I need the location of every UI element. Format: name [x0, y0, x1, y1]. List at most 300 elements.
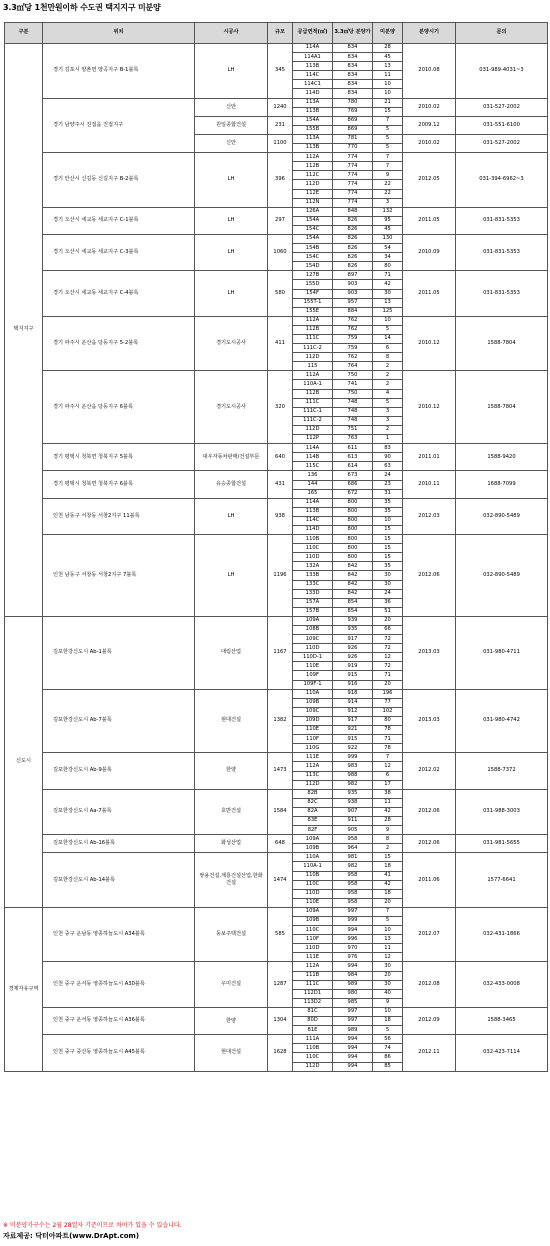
contact-cell: 032-423-7114 [456, 1035, 548, 1071]
unsold-count-cell: 18 [373, 889, 403, 898]
price-cell: 926 [333, 644, 373, 653]
supply-area-cell: 109C [293, 707, 333, 716]
builder-cell: 동보주택건설 [195, 907, 268, 962]
unsold-count-cell: 95 [373, 216, 403, 225]
unsold-count-cell: 30 [373, 980, 403, 989]
contact-cell: 1577-6641 [456, 853, 548, 908]
builder-cell: 화성산업 [195, 835, 268, 853]
table-row [5, 753, 548, 762]
header-category: 구분 [5, 23, 43, 44]
size-cell: 1382 [268, 689, 293, 753]
contact-cell: 1588-3465 [456, 1007, 548, 1034]
builder-cell: 경기도시공사 [195, 371, 268, 444]
price-cell: 997 [333, 1017, 373, 1026]
unsold-count-cell: 42 [373, 880, 403, 889]
supply-area-cell: 111A [293, 1035, 333, 1044]
header-price: 3.3㎡당 분양가 [333, 23, 373, 44]
contact-cell: 031-831-5353 [456, 234, 548, 270]
unsold-count-cell: 31 [373, 489, 403, 498]
price-cell: 935 [333, 626, 373, 635]
supply-area-cell: 82F [293, 826, 333, 835]
unsold-count-cell: 2 [373, 380, 403, 389]
supply-area-cell: 111C-2 [293, 344, 333, 353]
unsold-count-cell: 10 [373, 926, 403, 935]
table-header-row [5, 23, 548, 44]
supply-area-cell: 110E [293, 662, 333, 671]
table-row [5, 962, 548, 971]
price-cell: 926 [333, 653, 373, 662]
unsold-count-cell: 24 [373, 471, 403, 480]
unsold-count-cell: 34 [373, 253, 403, 262]
table-row [5, 316, 548, 325]
price-cell: 750 [333, 371, 373, 380]
category-cell: 택지지구 [5, 44, 43, 617]
unsold-count-cell: 30 [373, 571, 403, 580]
unsold-count-cell: 15 [373, 853, 403, 862]
unsold-count-cell: 15 [373, 553, 403, 562]
builder-cell: 쌍용건설,계룡건설산업,한화건설 [195, 853, 268, 908]
supply-area-cell: 110A [293, 853, 333, 862]
unsold-count-cell: 13 [373, 62, 403, 71]
unsold-count-cell: 7 [373, 162, 403, 171]
supply-area-cell: 136 [293, 471, 333, 480]
supply-area-cell: 155T-1 [293, 298, 333, 307]
contact-cell: 031-394-6962~3 [456, 153, 548, 208]
unsold-count-cell: 18 [373, 862, 403, 871]
table-row [5, 471, 548, 480]
supply-area-cell: 154B [293, 244, 333, 253]
supply-area-cell: 114C1 [293, 80, 333, 89]
contact-cell: 032-890-5489 [456, 498, 548, 534]
price-cell: 748 [333, 407, 373, 416]
location-cell: 인천 중구 운서동 영종하늘도시 A36블록 [43, 1007, 195, 1034]
supply-area-cell: 110B [293, 535, 333, 544]
unsold-count-cell: 63 [373, 462, 403, 471]
unsold-count-cell: 22 [373, 180, 403, 189]
supply-area-cell: 110F [293, 735, 333, 744]
supply-area-cell: 109A [293, 907, 333, 916]
price-cell: 848 [333, 207, 373, 216]
unsold-count-cell: 15 [373, 535, 403, 544]
builder-cell: 우미건설 [195, 962, 268, 1007]
price-cell: 994 [333, 962, 373, 971]
supply-area-cell: 110F [293, 935, 333, 944]
contact-cell: 031-980-4711 [456, 616, 548, 689]
supply-area-cell: 109C [293, 635, 333, 644]
price-cell: 983 [333, 762, 373, 771]
sale-month-cell: 2010.02 [403, 98, 456, 116]
unsold-count-cell: 10 [373, 516, 403, 525]
unsold-count-cell: 15 [373, 544, 403, 553]
unsold-count-cell: 20 [373, 680, 403, 689]
contact-cell: 1588-9420 [456, 444, 548, 471]
size-cell: 1584 [268, 789, 293, 834]
table-row [5, 234, 548, 243]
price-cell: 884 [333, 307, 373, 316]
price-cell: 770 [333, 144, 373, 153]
unsold-count-cell: 35 [373, 507, 403, 516]
price-cell: 869 [333, 116, 373, 125]
supply-area-cell: 113B [293, 62, 333, 71]
price-cell: 762 [333, 353, 373, 362]
location-cell: 경기 오산시 세교동 세교지구 C-3블록 [43, 234, 195, 270]
price-cell: 800 [333, 535, 373, 544]
price-cell: 958 [333, 889, 373, 898]
price-cell: 980 [333, 989, 373, 998]
price-cell: 919 [333, 662, 373, 671]
header-contact: 문의 [456, 23, 548, 44]
supply-area-cell: 114A [293, 498, 333, 507]
size-cell: 297 [268, 207, 293, 234]
sale-month-cell: 2012.06 [403, 789, 456, 834]
price-cell: 970 [333, 944, 373, 953]
supply-area-cell: 112D [293, 1062, 333, 1071]
price-cell: 826 [333, 262, 373, 271]
price-cell: 958 [333, 880, 373, 889]
unsold-count-cell: 18 [373, 1017, 403, 1026]
location-cell: 경기 평택시 청북면 청북지구 6블록 [43, 471, 195, 498]
supply-area-cell: 110C [293, 926, 333, 935]
unsold-count-cell: 45 [373, 53, 403, 62]
contact-cell: 1688-7099 [456, 471, 548, 498]
header-size: 규모 [268, 23, 293, 44]
price-cell: 686 [333, 480, 373, 489]
location-cell: 김포한강신도시 Ab-14블록 [43, 853, 195, 908]
supply-area-cell: 133B [293, 571, 333, 580]
source-credit: 자료제공: 닥터아파트(www.DrApt.com) [3, 1232, 140, 1240]
supply-area-cell: 81E [293, 1026, 333, 1035]
table-row [5, 98, 548, 107]
unsold-count-cell: 7 [373, 116, 403, 125]
price-cell: 989 [333, 980, 373, 989]
price-cell: 897 [333, 271, 373, 280]
price-cell: 935 [333, 789, 373, 798]
unsold-count-cell: 20 [373, 898, 403, 907]
unsold-count-cell: 11 [373, 71, 403, 80]
supply-area-cell: 114B [293, 453, 333, 462]
supply-area-cell: 112D [293, 180, 333, 189]
location-cell: 인천 남동구 서창동 서창2지구 11블록 [43, 498, 195, 534]
size-cell: 1474 [268, 853, 293, 908]
contact-cell: 031-981-5655 [456, 835, 548, 853]
price-cell: 748 [333, 398, 373, 407]
supply-area-cell: 111B [293, 971, 333, 980]
contact-cell: 031-527-2002 [456, 134, 548, 152]
supply-area-cell: 154A [293, 234, 333, 243]
price-cell: 826 [333, 253, 373, 262]
supply-area-cell: 110C [293, 880, 333, 889]
unsold-count-cell: 40 [373, 989, 403, 998]
price-cell: 769 [333, 107, 373, 116]
price-cell: 834 [333, 71, 373, 80]
price-cell: 996 [333, 935, 373, 944]
supply-area-cell: 154D [293, 262, 333, 271]
price-cell: 999 [333, 753, 373, 762]
supply-area-cell: 110B [293, 1044, 333, 1053]
price-cell: 869 [333, 125, 373, 134]
category-cell: 경제자유구역 [5, 907, 43, 1071]
unsold-count-cell: 30 [373, 580, 403, 589]
size-cell: 648 [268, 835, 293, 853]
contact-cell: 1588-7804 [456, 371, 548, 444]
location-cell: 인천 남동구 서창동 서창2지구 7블록 [43, 535, 195, 617]
unsold-count-cell: 42 [373, 280, 403, 289]
supply-area-cell: 109F-1 [293, 680, 333, 689]
location-cell: 김포한강신도시 Ab-9블록 [43, 753, 195, 789]
supply-area-cell: 110D [293, 553, 333, 562]
size-cell: 345 [268, 44, 293, 99]
price-cell: 750 [333, 389, 373, 398]
table-body [5, 44, 548, 1072]
price-cell: 917 [333, 716, 373, 725]
price-cell: 914 [333, 698, 373, 707]
table-row [5, 689, 548, 698]
unsold-count-cell: 3 [373, 407, 403, 416]
supply-area-cell: 110G [293, 744, 333, 753]
price-cell: 826 [333, 216, 373, 225]
supply-area-cell: 114A [293, 444, 333, 453]
size-cell: 1628 [268, 1035, 293, 1071]
unsold-count-cell: 130 [373, 234, 403, 243]
supply-area-cell: 110C [293, 544, 333, 553]
price-cell: 611 [333, 444, 373, 453]
supply-area-cell: 112B [293, 162, 333, 171]
unsold-count-cell: 7 [373, 153, 403, 162]
sale-month-cell: 2012.11 [403, 1035, 456, 1071]
supply-area-cell: 112P [293, 435, 333, 444]
supply-area-cell: 82B [293, 789, 333, 798]
price-cell: 985 [333, 998, 373, 1007]
price-cell: 842 [333, 589, 373, 598]
builder-cell: 신안 [195, 98, 268, 116]
unsold-count-cell: 7 [373, 753, 403, 762]
price-cell: 800 [333, 516, 373, 525]
unsold-count-cell: 5 [373, 1026, 403, 1035]
unsold-count-cell: 42 [373, 807, 403, 816]
unsold-count-cell: 90 [373, 453, 403, 462]
size-cell: 585 [268, 907, 293, 962]
price-cell: 958 [333, 835, 373, 844]
price-cell: 912 [333, 707, 373, 716]
unsold-count-cell: 24 [373, 589, 403, 598]
supply-area-cell: 112A [293, 962, 333, 971]
price-cell: 834 [333, 53, 373, 62]
supply-area-cell: 154A [293, 116, 333, 125]
supply-area-cell: 111C [293, 980, 333, 989]
supply-area-cell: 112B [293, 389, 333, 398]
builder-cell: 한양 [195, 1007, 268, 1034]
sale-month-cell: 2012.05 [403, 153, 456, 208]
location-cell: 경기 파주시 운산읍 당동지구 6블록 [43, 371, 195, 444]
supply-area-cell: 157B [293, 607, 333, 616]
sale-month-cell: 2010.08 [403, 44, 456, 99]
location-cell: 경기 안산시 신길동 신길지구 B-2블록 [43, 153, 195, 208]
supply-area-cell: 110A-1 [293, 862, 333, 871]
contact-cell: 1588-7804 [456, 316, 548, 371]
contact-cell: 031-831-5353 [456, 271, 548, 316]
supply-area-cell: 112B [293, 325, 333, 334]
sale-month-cell: 2013.03 [403, 616, 456, 689]
header-supply-area: 공급면적(㎡) [293, 23, 333, 44]
builder-cell: LH [195, 535, 268, 617]
price-cell: 999 [333, 917, 373, 926]
supply-area-cell: 155E [293, 307, 333, 316]
unsold-count-cell: 12 [373, 762, 403, 771]
price-cell: 982 [333, 862, 373, 871]
supply-area-cell: 114C [293, 516, 333, 525]
size-cell: 396 [268, 153, 293, 208]
builder-cell: LH [195, 234, 268, 270]
price-cell: 964 [333, 844, 373, 853]
unsold-count-cell: 15 [373, 107, 403, 116]
unsold-count-cell: 5 [373, 917, 403, 926]
unsold-count-cell: 54 [373, 244, 403, 253]
unsold-count-cell: 72 [373, 644, 403, 653]
unsold-count-cell: 30 [373, 962, 403, 971]
unsold-count-cell: 6 [373, 344, 403, 353]
price-cell: 982 [333, 780, 373, 789]
table-row [5, 616, 548, 625]
price-cell: 994 [333, 1044, 373, 1053]
price-cell: 854 [333, 607, 373, 616]
contact-cell: 031-989-4031~3 [456, 44, 548, 99]
supply-area-cell: 111C-2 [293, 416, 333, 425]
price-cell: 826 [333, 225, 373, 234]
price-cell: 759 [333, 344, 373, 353]
unsold-count-cell: 4 [373, 389, 403, 398]
builder-cell: LH [195, 153, 268, 208]
unsold-count-cell: 5 [373, 125, 403, 134]
sale-month-cell: 2012.09 [403, 1007, 456, 1034]
price-cell: 921 [333, 726, 373, 735]
supply-area-cell: 113B [293, 144, 333, 153]
supply-area-cell: 112A [293, 762, 333, 771]
unsold-count-cell: 51 [373, 607, 403, 616]
builder-cell: LH [195, 271, 268, 316]
size-cell: 640 [268, 444, 293, 471]
price-cell: 834 [333, 62, 373, 71]
builder-cell: LH [195, 44, 268, 99]
sale-month-cell: 2009.12 [403, 116, 456, 134]
location-cell: 김포한강신도시 Ab-7블록 [43, 689, 195, 753]
unsold-count-cell: 11 [373, 944, 403, 953]
builder-cell: 한양 [195, 753, 268, 789]
builder-cell: LH [195, 207, 268, 234]
supply-area-cell: 111E [293, 753, 333, 762]
price-cell: 673 [333, 471, 373, 480]
price-cell: 994 [333, 1035, 373, 1044]
unsold-count-cell: 5 [373, 144, 403, 153]
location-cell: 인천 중구 중산동 영종하늘도시 A45블록 [43, 1035, 195, 1071]
sale-month-cell: 2012.06 [403, 835, 456, 853]
sale-month-cell: 2011.05 [403, 271, 456, 316]
unsold-count-cell: 78 [373, 744, 403, 753]
builder-cell: LH [195, 498, 268, 534]
unsold-count-cell: 132 [373, 207, 403, 216]
unsold-count-cell: 72 [373, 635, 403, 644]
contact-cell: 031-988-3003 [456, 789, 548, 834]
supply-area-cell: 114A1 [293, 53, 333, 62]
unsold-count-cell: 56 [373, 1035, 403, 1044]
supply-area-cell: 113D2 [293, 998, 333, 1007]
unsold-count-cell: 30 [373, 289, 403, 298]
supply-area-cell: 109B [293, 844, 333, 853]
price-cell: 764 [333, 362, 373, 371]
unsold-count-cell: 86 [373, 1053, 403, 1062]
table-row [5, 271, 548, 280]
unsold-count-cell: 41 [373, 871, 403, 880]
builder-cell: 유승종합건설 [195, 471, 268, 498]
sale-month-cell: 2010.02 [403, 134, 456, 152]
unsold-count-cell: 2 [373, 844, 403, 853]
unsold-count-cell: 13 [373, 298, 403, 307]
unsold-count-cell: 72 [373, 662, 403, 671]
unsold-count-cell: 80 [373, 262, 403, 271]
sale-month-cell: 2012.02 [403, 753, 456, 789]
supply-area-cell: 112D1 [293, 989, 333, 998]
location-cell: 경기 오산시 세교동 세교지구 C-4블록 [43, 271, 195, 316]
sale-month-cell: 2010.12 [403, 316, 456, 371]
unsold-count-cell: 15 [373, 525, 403, 534]
unsold-listing-table [4, 22, 548, 1072]
price-cell: 834 [333, 80, 373, 89]
supply-area-cell: 132A [293, 562, 333, 571]
unsold-count-cell: 78 [373, 726, 403, 735]
unsold-count-cell: 71 [373, 735, 403, 744]
sale-month-cell: 2011.06 [403, 853, 456, 908]
size-cell: 1196 [268, 535, 293, 617]
unsold-count-cell: 1 [373, 435, 403, 444]
price-cell: 614 [333, 462, 373, 471]
supply-area-cell: 113B [293, 107, 333, 116]
price-cell: 774 [333, 162, 373, 171]
size-cell: 431 [268, 471, 293, 498]
price-cell: 907 [333, 807, 373, 816]
unsold-count-cell: 9 [373, 998, 403, 1007]
unsold-count-cell: 2 [373, 425, 403, 434]
price-cell: 800 [333, 498, 373, 507]
unsold-count-cell: 17 [373, 780, 403, 789]
unsold-count-cell: 11 [373, 798, 403, 807]
unsold-count-cell: 13 [373, 935, 403, 944]
unsold-count-cell: 8 [373, 835, 403, 844]
supply-area-cell: 112A [293, 153, 333, 162]
supply-area-cell: 110B [293, 871, 333, 880]
unsold-count-cell: 7 [373, 907, 403, 916]
unsold-count-cell: 28 [373, 816, 403, 825]
price-cell: 800 [333, 553, 373, 562]
supply-area-cell: 109B [293, 698, 333, 707]
price-cell: 976 [333, 953, 373, 962]
table-row [5, 789, 548, 798]
unsold-count-cell: 5 [373, 325, 403, 334]
unsold-count-cell: 125 [373, 307, 403, 316]
sale-month-cell: 2012.08 [403, 962, 456, 1007]
supply-area-cell: 155B [293, 125, 333, 134]
unsold-count-cell: 28 [373, 44, 403, 53]
table-row [5, 853, 548, 862]
size-cell: 1240 [268, 98, 293, 116]
price-cell: 842 [333, 580, 373, 589]
contact-cell: 031-831-5353 [456, 207, 548, 234]
location-cell: 김포한강신도시 Ab-1블록 [43, 616, 195, 689]
unsold-count-cell: 10 [373, 316, 403, 325]
contact-cell: 031-980-4742 [456, 689, 548, 753]
price-cell: 834 [333, 44, 373, 53]
price-cell: 911 [333, 816, 373, 825]
unsold-count-cell: 2 [373, 362, 403, 371]
supply-area-cell: 113A [293, 134, 333, 143]
